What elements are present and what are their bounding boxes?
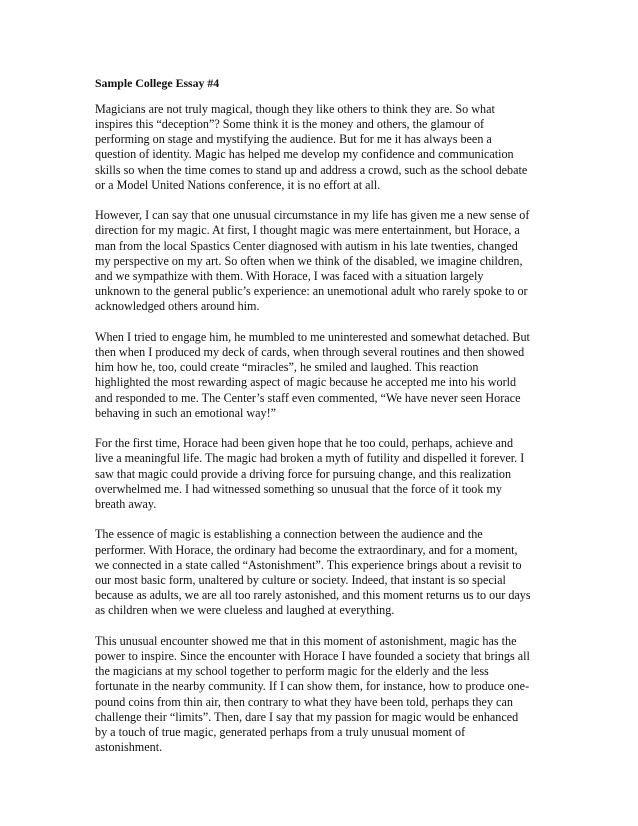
text-line: question of identity. Magic has helped me develop my confidence and communication [95, 147, 514, 162]
text-line: him how he, too, could create “miracles”, he smiled and laughed. This reaction [95, 360, 479, 375]
essay-body [95, 76, 545, 755]
text-line: pound coins from thin air, then contrary to what they have been told, perhaps they can [95, 694, 513, 709]
text-line: the magicians at my school together to perform magic for the elderly and the less [95, 664, 489, 679]
text-line: by a touch of true magic, generated perhaps from a truly unusual moment of [95, 724, 466, 739]
text-line: direction for my magic. At first, I thought magic was mere entertainment, but Horace, a [95, 223, 520, 238]
text-line: fortunate in the nearby community. If I can show them, for instance, how to produce one- [95, 679, 530, 694]
essay-paragraph [95, 527, 545, 618]
text-line: man from the local Spastics Center diagnosed with autism in his late twenties, changed [95, 238, 518, 253]
text-line: highlighted the most rewarding aspect of magic because he accepted me into his world [95, 375, 517, 390]
text-line: This unusual encounter showed me that in this moment of astonishment, magic has the [95, 633, 517, 648]
essay-title: Sample College Essay #4 [95, 76, 220, 90]
text-line: then when I produced my deck of cards, when through several routines and then showed [95, 344, 525, 359]
essay-paragraphs [95, 102, 545, 756]
text-line: my perspective on my art. So often when we think of the disabled, we imagine children, [95, 253, 523, 268]
essay-paragraph [95, 208, 545, 314]
text-line: breath away. [95, 496, 157, 511]
text-line: saw that magic could provide a driving force for pursuing change, and this realization [95, 466, 512, 481]
text-line: and we sympathize with them. With Horace, I was faced with a situation largely [95, 268, 484, 283]
text-line: or a Model United Nations conference, it is no effort at all. [95, 177, 381, 192]
text-line: as children when we were clueless and laughed at everything. [95, 603, 395, 618]
essay-paragraph [95, 330, 545, 421]
text-line: The essence of magic is establishing a connection between the audience and the [95, 527, 483, 542]
text-line: overwhelmed me. I had witnessed something so unusual that the force of it took my [95, 481, 502, 496]
text-line: astonishment. [95, 740, 163, 755]
text-line: unknown to the general public’s experience: an unemotional adult who rarely spoke to or [95, 284, 528, 299]
essay-paragraph [95, 436, 545, 512]
text-line: live a meaningful life. The magic had broken a myth of futility and dispelled it forever. I [95, 451, 525, 466]
text-line: our most basic form, unaltered by culture or society. Indeed, that instant is so special [95, 572, 506, 587]
text-line: For the first time, Horace had been given hope that he too could, perhaps, achieve and [95, 436, 514, 451]
text-line: performing on stage and mystifying the audience. But for me it has always been a [95, 132, 492, 147]
text-line: because as adults, we are all too rarely astonished, and this moment returns us to our days [95, 588, 531, 603]
text-line: When I tried to engage him, he mumbled to me uninterested and somewhat detached. But [95, 329, 530, 344]
essay-paragraph [95, 634, 545, 756]
text-line: inspires this “deception”? Some think it is the money and others, the glamour of [95, 116, 485, 131]
text-line: performer. With Horace, the ordinary had become the extraordinary, and for a moment, [95, 542, 518, 557]
text-line: and responded to me. The Center’s staff even commented, “We have never seen Horace [95, 390, 521, 405]
text-line: acknowledged others around him. [95, 299, 260, 314]
text-line: power to inspire. Since the encounter with Horace I have founded a society that brings all [95, 648, 530, 663]
text-line: However, I can say that one unusual circumstance in my life has given me a new sense of [95, 208, 530, 223]
text-line: skills so when the time comes to stand up and address a crowd, such as the school debate [95, 162, 528, 177]
essay-paragraph [95, 102, 545, 193]
text-line: Magicians are not truly magical, though they like others to think they are. So what [95, 101, 495, 116]
text-line: behaving in such an emotional way!” [95, 405, 277, 420]
text-line: we connected in a state called “Astonishment”. This experience brings about a revisit to [95, 557, 522, 572]
text-line: challenge their “limits”. Then, dare I say that my passion for magic would be enhanced [95, 709, 519, 724]
